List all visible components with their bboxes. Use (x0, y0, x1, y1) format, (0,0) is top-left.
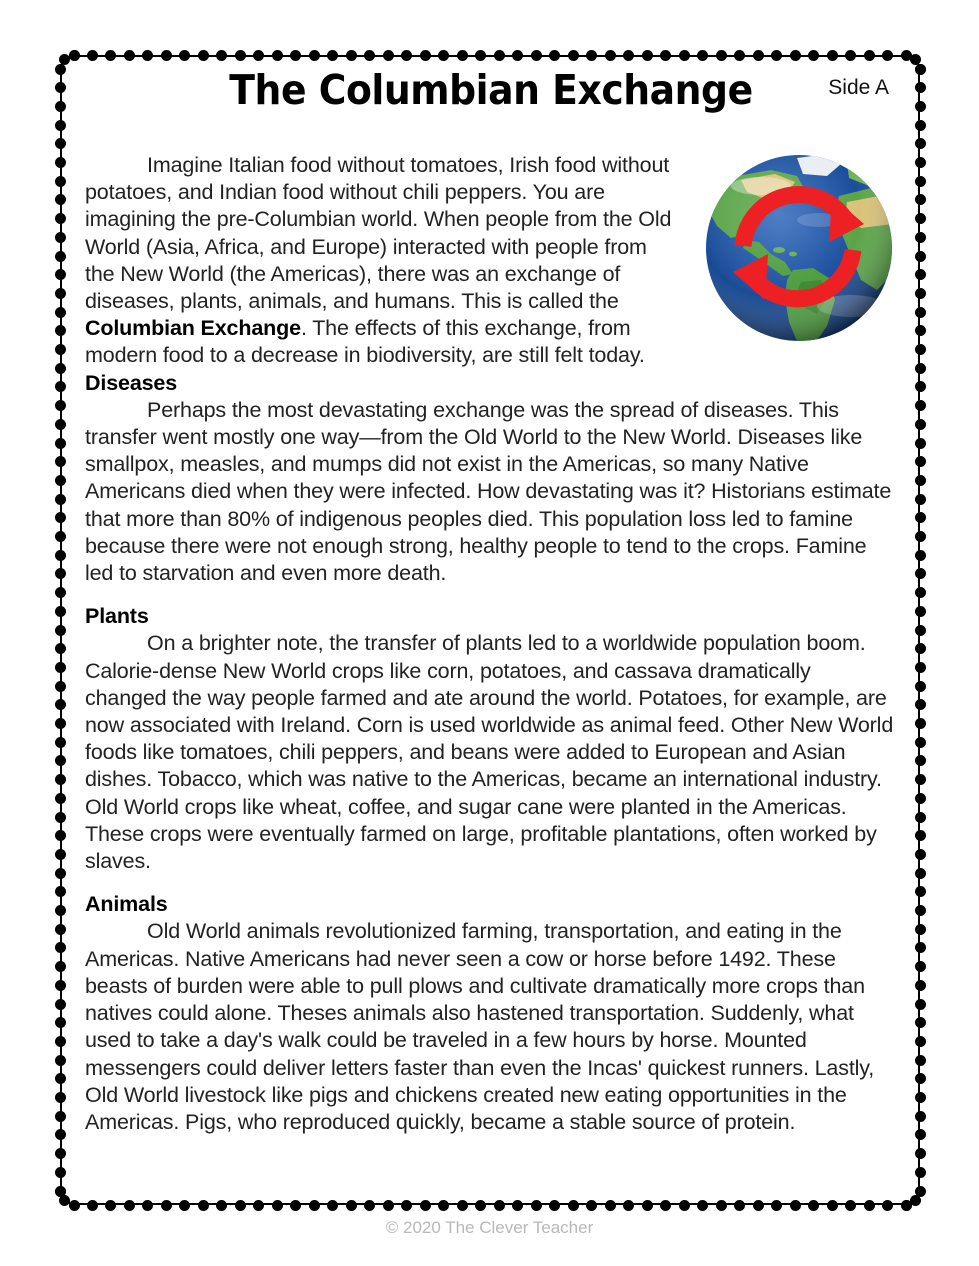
worksheet-header (85, 62, 897, 132)
border-bead (915, 269, 926, 280)
intro-text-part-2: . The effects of this exchange, from modern food to a decrease in biodiversity, are still felt today. (85, 316, 645, 368)
border-bead (915, 494, 926, 505)
border-bead (915, 942, 926, 953)
border-bead (55, 550, 66, 561)
border-bead (55, 905, 66, 916)
border-bead (55, 830, 66, 841)
border-bead (55, 419, 66, 430)
border-bead (290, 50, 301, 61)
border-bead (55, 157, 66, 168)
border-bead (568, 1200, 579, 1211)
border-bead (309, 1200, 320, 1211)
border-bead (915, 830, 926, 841)
section-body-diseases: Perhaps the most devastating exchange was the spread of diseases. This transfer went mostly one way—from the Old World to the New World. Diseases like smallpox, measles, and mumps did not exist in the Americas, so many Native Americans died when they were infected. How devastating was it? Historians estimate that more than 80% of indigenous peoples died. This population loss led to famine because there were not enough strong, healthy people to tend to the crops. Famine led to starvation and even more death. (85, 397, 892, 586)
border-bead (915, 194, 926, 205)
border-bead (660, 1200, 671, 1211)
border-bead (59, 1195, 70, 1206)
border-bead (753, 50, 764, 61)
border-bead (401, 50, 412, 61)
border-bead (55, 625, 66, 636)
border-bead (55, 381, 66, 392)
worksheet-content (85, 62, 897, 1197)
intro-paragraph (85, 152, 675, 370)
border-bead (55, 531, 66, 542)
border-bead (915, 1073, 926, 1084)
border-bead (420, 50, 431, 61)
border-bead (915, 157, 926, 168)
border-bead (901, 1200, 912, 1211)
border-bead (124, 50, 135, 61)
border-bead (679, 50, 690, 61)
border-bead (910, 1195, 921, 1206)
border-bead (915, 251, 926, 262)
border-bead (915, 718, 926, 729)
border-bead (55, 1129, 66, 1140)
section-heading-animals: Animals (85, 892, 168, 917)
border-bead (55, 793, 66, 804)
border-bead (55, 587, 66, 598)
border-bead (915, 849, 926, 860)
border-bead (69, 50, 80, 61)
border-bead (915, 699, 926, 710)
border-bead (882, 50, 893, 61)
border-bead (623, 1200, 634, 1211)
border-bead (253, 1200, 264, 1211)
article-body (85, 152, 897, 1136)
intro-text-part-1: Imagine Italian food without tomatoes, Irish food without potatoes, and Indian food without chili peppers. You are imagining the pre-Columbian world. When people from the Old World (Asia, Africa, and Europe) interacted with people from the New World (the Americas), there was an exchange of diseases, plants, animals, and humans. This is called the (85, 153, 672, 314)
border-bead (915, 999, 926, 1010)
border-bead (679, 1200, 690, 1211)
border-bead (55, 755, 66, 766)
side-label: Side A (828, 76, 889, 99)
border-bead (827, 1200, 838, 1211)
border-bead (235, 50, 246, 61)
border-bead (383, 1200, 394, 1211)
border-bead (55, 1186, 66, 1197)
border-bead (549, 1200, 560, 1211)
border-bead (915, 1036, 926, 1047)
border-bead (915, 606, 926, 617)
border-bead (734, 1200, 745, 1211)
border-bead (55, 774, 66, 785)
border-bead (198, 50, 209, 61)
border-bead (605, 50, 616, 61)
border-bead (55, 363, 66, 374)
border-bead (915, 438, 926, 449)
border-bead (660, 50, 671, 61)
border-bead (309, 50, 320, 61)
border-bead (55, 961, 66, 972)
border-bead (161, 50, 172, 61)
border-bead (915, 868, 926, 879)
border-bead (179, 50, 190, 61)
border-bead (915, 905, 926, 916)
border-bead (475, 50, 486, 61)
border-bead (915, 512, 926, 523)
border-bead (55, 886, 66, 897)
border-bead (915, 307, 926, 318)
border-bead (55, 269, 66, 280)
border-bead (55, 438, 66, 449)
border-bead (915, 625, 926, 636)
border-bead (915, 1129, 926, 1140)
border-bead (915, 64, 926, 75)
section-spacer (85, 875, 897, 891)
border-bead (55, 849, 66, 860)
border-bead (55, 138, 66, 149)
border-bead (55, 662, 66, 673)
border-bead (55, 1017, 66, 1028)
border-bead (915, 681, 926, 692)
border-bead (915, 1017, 926, 1028)
border-bead (915, 176, 926, 187)
border-bead (55, 942, 66, 953)
keyword-columbian-exchange: Columbian Exchange (85, 316, 301, 341)
border-bead (915, 325, 926, 336)
border-bead (915, 737, 926, 748)
border-bead (790, 50, 801, 61)
border-bead (915, 568, 926, 579)
border-bead (915, 886, 926, 897)
border-bead (55, 1111, 66, 1122)
border-bead (845, 1200, 856, 1211)
border-bead (179, 1200, 190, 1211)
border-bead (915, 1186, 926, 1197)
border-bead (915, 587, 926, 598)
border-bead (87, 1200, 98, 1211)
border-bead (55, 1186, 66, 1197)
border-bead (55, 512, 66, 523)
border-bead (827, 50, 838, 61)
border-bead (253, 50, 264, 61)
section-body-animals: Old World animals revolutionized farming, transportation, and eating in the Americas. Native Americans had never seen a cow or horse before 1492. These beasts of burden were able to pull plows and cultivate dramatically more crops than natives could alone. Theses animals also hastened transportation. Suddenly, what used to take a day's walk could be traveled in a few hours by horse. Mounted messengers could deliver letters faster than even the Incas' quickest runners. Lastly, Old World livestock like pigs and chickens created new eating opportunities in the Americas. Pigs, who reproduced quickly, became a stable source of protein. (85, 919, 875, 1134)
border-bead (915, 961, 926, 972)
border-bead (55, 344, 66, 355)
border-bead (55, 568, 66, 579)
border-bead (364, 1200, 375, 1211)
border-bead (55, 924, 66, 935)
border-bead (915, 232, 926, 243)
border-bead (475, 1200, 486, 1211)
copyright-footer: © 2020 The Clever Teacher (385, 1218, 594, 1237)
border-bead (124, 1200, 135, 1211)
border-bead (734, 50, 745, 61)
border-bead (198, 1200, 209, 1211)
border-bead (790, 1200, 801, 1211)
border-bead (55, 868, 66, 879)
border-bead (494, 50, 505, 61)
border-bead (216, 1200, 227, 1211)
border-bead (55, 456, 66, 467)
border-bead (105, 50, 116, 61)
border-bead (87, 50, 98, 61)
border-bead (142, 1200, 153, 1211)
border-bead (915, 1167, 926, 1178)
border-bead (697, 1200, 708, 1211)
border-bead (605, 1200, 616, 1211)
border-bead (915, 1148, 926, 1159)
border-bead (401, 1200, 412, 1211)
border-bead (915, 1092, 926, 1103)
border-bead (105, 1200, 116, 1211)
border-bead (55, 194, 66, 205)
border-bead (531, 1200, 542, 1211)
border-bead (642, 1200, 653, 1211)
border-bead (55, 400, 66, 411)
border-bead (55, 718, 66, 729)
border-bead (915, 82, 926, 93)
border-bead (915, 456, 926, 467)
border-bead (915, 531, 926, 542)
border-bead (55, 213, 66, 224)
border-bead (55, 699, 66, 710)
border-bead (915, 64, 926, 75)
border-bead (59, 54, 70, 65)
border-bead (327, 50, 338, 61)
border-bead (697, 50, 708, 61)
border-bead (55, 606, 66, 617)
border-bead (882, 1200, 893, 1211)
border-bead (346, 1200, 357, 1211)
border-bead (290, 1200, 301, 1211)
border-bead (55, 1167, 66, 1178)
border-bead (771, 50, 782, 61)
border-bead (327, 1200, 338, 1211)
border-bead (438, 1200, 449, 1211)
border-bead (55, 1055, 66, 1066)
border-bead (915, 980, 926, 991)
border-bead (915, 120, 926, 131)
border-bead (55, 1148, 66, 1159)
border-bead (716, 1200, 727, 1211)
border-bead (915, 400, 926, 411)
border-bead (586, 50, 597, 61)
border-bead (864, 1200, 875, 1211)
border-bead (55, 643, 66, 654)
border-bead (55, 1073, 66, 1084)
border-bead (808, 1200, 819, 1211)
border-bead (55, 1036, 66, 1047)
border-bead (915, 213, 926, 224)
border-bead (55, 101, 66, 112)
border-bead (915, 344, 926, 355)
border-bead (753, 1200, 764, 1211)
border-bead (915, 924, 926, 935)
border-bead (771, 1200, 782, 1211)
border-bead (142, 50, 153, 61)
border-bead (55, 307, 66, 318)
border-bead (420, 1200, 431, 1211)
border-bead (55, 999, 66, 1010)
border-bead (915, 812, 926, 823)
border-bead (55, 82, 66, 93)
border-bead (915, 1111, 926, 1122)
border-bead (55, 737, 66, 748)
border-bead (457, 1200, 468, 1211)
border-bead (55, 176, 66, 187)
border-bead (915, 419, 926, 430)
border-bead (915, 643, 926, 654)
border-bead (494, 1200, 505, 1211)
border-bead (55, 494, 66, 505)
border-bead (457, 50, 468, 61)
border-bead (915, 101, 926, 112)
border-bead (55, 812, 66, 823)
border-bead (901, 1200, 912, 1211)
border-bead (915, 793, 926, 804)
border-bead (55, 251, 66, 262)
border-bead (69, 50, 80, 61)
section-spacer (85, 587, 897, 603)
border-bead (910, 54, 921, 65)
border-bead (549, 50, 560, 61)
border-bead (161, 1200, 172, 1211)
border-bead (531, 50, 542, 61)
section-heading-diseases: Diseases (85, 370, 178, 395)
border-bead (346, 50, 357, 61)
border-bead (808, 50, 819, 61)
border-bead (55, 325, 66, 336)
border-bead (915, 662, 926, 673)
border-bead (915, 363, 926, 374)
border-bead (364, 50, 375, 61)
border-bead (864, 50, 875, 61)
border-bead (383, 50, 394, 61)
border-bead (55, 64, 66, 75)
border-bead (55, 980, 66, 991)
border-bead (55, 120, 66, 131)
border-bead (272, 50, 283, 61)
border-bead (586, 1200, 597, 1211)
border-bead (915, 288, 926, 299)
border-bead (845, 50, 856, 61)
section-heading-plants: Plants (85, 604, 149, 629)
border-bead (55, 1092, 66, 1103)
border-bead (512, 1200, 523, 1211)
border-bead (915, 755, 926, 766)
border-bead (69, 1200, 80, 1211)
border-bead (55, 288, 66, 299)
border-bead (623, 50, 634, 61)
border-bead (55, 232, 66, 243)
border-bead (915, 138, 926, 149)
border-bead (55, 475, 66, 486)
border-bead (915, 550, 926, 561)
border-bead (272, 1200, 283, 1211)
border-bead (235, 1200, 246, 1211)
border-bead (901, 50, 912, 61)
border-bead (915, 1055, 926, 1066)
page-title: The Columbian Exchange (229, 66, 753, 114)
border-bead (568, 50, 579, 61)
section-body-plants: On a brighter note, the transfer of plants led to a worldwide population boom. Calorie-dense New World crops like corn, potatoes, and cassava dramatically changed the way people farmed and ate around the world. Potatoes, for example, are now associated with Ireland. Corn is used worldwide as animal feed. Other New World foods like tomatoes, chili peppers, and beans were added to European and Asian dishes. Tobacco, which was native to the Americas, became an international industry. Old World crops like wheat, coffee, and sugar cane were planted in the Americas. These crops were eventually farmed on large, profitable plantations, often worked by slaves. (85, 631, 894, 874)
border-bead (915, 381, 926, 392)
border-bead (55, 681, 66, 692)
border-bead (915, 774, 926, 785)
border-bead (915, 475, 926, 486)
border-bead (512, 50, 523, 61)
border-bead (716, 50, 727, 61)
border-bead (438, 50, 449, 61)
border-bead (642, 50, 653, 61)
border-bead (216, 50, 227, 61)
